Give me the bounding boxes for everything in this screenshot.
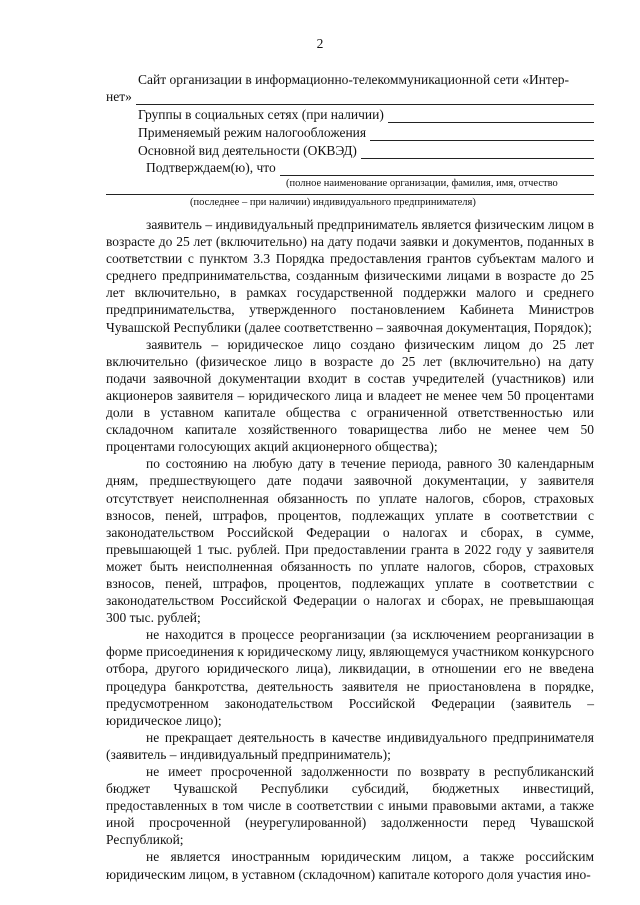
- tax-blank-line: [370, 128, 594, 141]
- site-blank-line: [136, 92, 594, 105]
- site-label: Сайт организации в информационно-телекоммуникационной сети «Интер-: [138, 72, 570, 87]
- hint-org-name: (полное наименование организации, фамилия, имя, отчество: [286, 178, 558, 189]
- okved-blank-line: [361, 146, 594, 159]
- tax-label: Применяемый режим налогообложения: [138, 125, 367, 140]
- paragraph: по состоянию на любую дату в течение периода, равного 30 календарным дням, предшествующего дате подачи заявочной документации, у заявителя отсутствует неисполненная обязанность по уплате налогов, сборов, страховых взносов, пеней, штрафов, процентов, подлежащих уплате в соответствии с законодательством Российской Федерации о налогах и сборах, в сумме, превышающей 1 тыс. рублей. При предоставлении гранта в 2022 году у заявителя может быть неисполненная обязанность по уплате налогов, сборов, страховых взносов, пеней, штрафов, процентов, подлежащих уплате в соответствии с законодательством Российской Федерации о налогах и сборах, не превышающая 300 тыс. рублей;: [106, 456, 594, 626]
- paragraph: не находится в процессе реорганизации (за исключением реорганизации в форме присоединения к юридическому лицу, являющемуся участником конкурсного отбора, другого юридического лица), ликвидации, в отношении его не введена процедура банкротства, деятельность заявителя не приостановлена в порядке, предусмотренном законодательством Российской Федерации (заявитель – юридическое лицо);: [106, 627, 594, 728]
- confirm-label: Подтверждаем(ю), что: [146, 160, 276, 175]
- social-blank-line: [388, 110, 594, 123]
- paragraph: не прекращает деятельность в качестве индивидуального предпринимателя (заявитель – индивидуальный предприниматель);: [106, 729, 594, 762]
- site-field-continued: [106, 89, 594, 105]
- site-field: [106, 72, 594, 88]
- okved-field: [106, 143, 594, 159]
- paragraph: не является иностранным юридическим лицом, а также российским юридическим лицом, в уставном (складочном) капитале которого доля участия ино-: [106, 849, 594, 882]
- okved-label: Основной вид деятельности (ОКВЭД): [138, 143, 357, 158]
- site-label-continued: нет»: [106, 89, 132, 104]
- document-body: [106, 216, 594, 883]
- paragraph: заявитель – индивидуальный предприниматель является физическим лицом в возрасте до 25 лет (включительно) на дату подачи заявки и документов, поданных в соответствии с пунктом 3.3 Порядка предоставления грантов субъектам малого и среднего предпринимательства, созданным физическими лицами в возрасте до 25 лет включительно, в рамках государственной поддержки малого и среднего предпринимательства, утвержденного постановлением Кабинета Министров Чувашской Республики (далее соответственно – заявочная документация, Порядок);: [106, 217, 594, 335]
- paragraph: заявитель – юридическое лицо создано физическим лицом до 25 лет включительно (физическое лицо в возрасте до 25 лет (включительно) на дату подачи заявочной документации входит в состав учредителей (участников) или акционеров заявителя – юридического лица и владеет не менее чем 50 процентами доли в уставном капитале общества с ограниченной ответственностью или складочном капитале хозяйственного товарищества либо не менее чем 50 процентами голосующих акций акционерного общества);: [106, 336, 594, 455]
- hint-entrepreneur: (последнее – при наличии) индивидуального предпринимателя): [190, 197, 476, 208]
- tax-field: [106, 125, 594, 141]
- org-name-blank-line: [106, 194, 594, 195]
- confirm-blank-line: [280, 163, 594, 176]
- confirm-field: [106, 160, 594, 176]
- social-field: [106, 107, 594, 123]
- page-number: 2: [316, 36, 324, 51]
- social-label: Группы в социальных сетях (при наличии): [138, 107, 384, 122]
- paragraph: не имеет просроченной задолженности по возврату в республиканский бюджет Чувашской Республики субсидий, бюджетных инвестиций, предоставленных в том числе в соответствии с иными правовыми актами, а также иной просроченной (неурегулированной) задолженности перед Чувашской Республикой;: [106, 764, 594, 848]
